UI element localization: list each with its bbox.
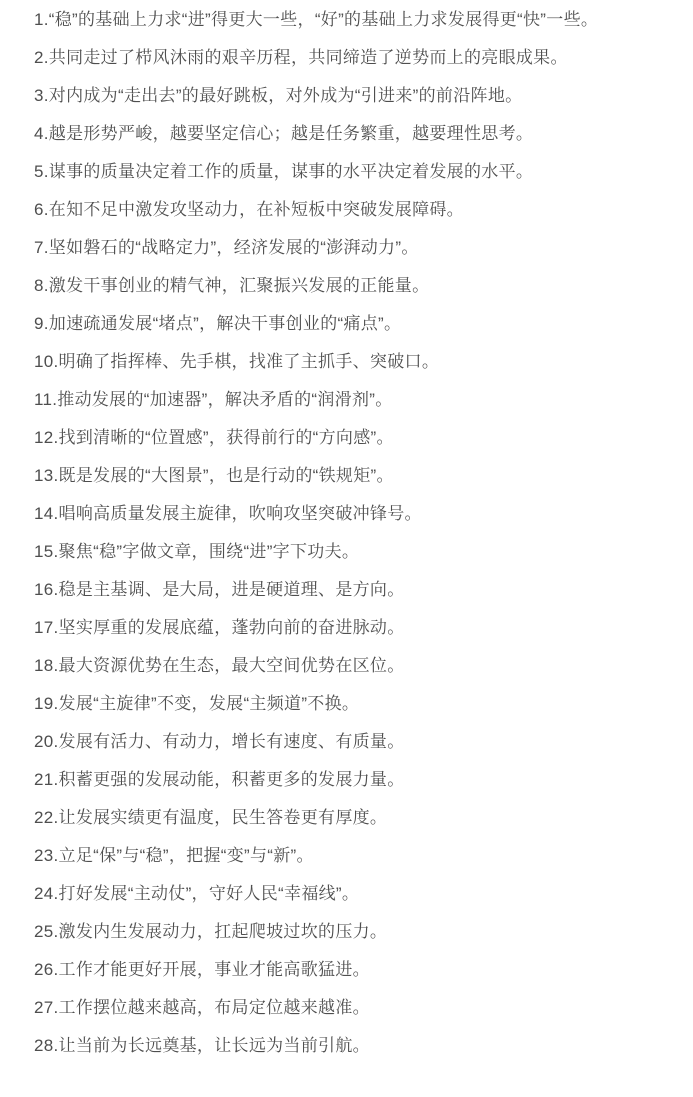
list-item: 15.聚焦“稳”字做文章，围绕“进”字下功夫。 xyxy=(34,542,360,561)
list-item: 23.立足“保”与“稳”，把握“变”与“新”。 xyxy=(34,846,314,865)
list-item: 18.最大资源优势在生态，最大空间优势在区位。 xyxy=(34,656,405,675)
list-item: 19.发展“主旋律”不变，发展“主频道”不换。 xyxy=(34,694,360,713)
list-item: 14.唱响高质量发展主旋律，吹响攻坚突破冲锋号。 xyxy=(34,504,422,523)
list-item: 3.对内成为“走出去”的最好跳板，对外成为“引进来”的前沿阵地。 xyxy=(34,86,523,105)
list-item: 25.激发内生发展动力，扛起爬坡过坎的压力。 xyxy=(34,922,388,941)
list-item: 9.加速疏通发展“堵点”，解决干事创业的“痛点”。 xyxy=(34,314,402,333)
list-item: 16.稳是主基调、是大局，进是硬道理、是方向。 xyxy=(34,580,405,599)
list-item: 12.找到清晰的“位置感”，获得前行的“方向感”。 xyxy=(34,428,394,447)
list-item: 7.坚如磐石的“战略定力”，经济发展的“澎湃动力”。 xyxy=(34,238,419,257)
list-item: 10.明确了指挥棒、先手棋，找准了主抓手、突破口。 xyxy=(34,352,440,371)
list-item: 22.让发展实绩更有温度，民生答卷更有厚度。 xyxy=(34,808,388,827)
list-item: 17.坚实厚重的发展底蕴，蓬勃向前的奋进脉动。 xyxy=(34,618,405,637)
list-item: 26.工作才能更好开展，事业才能高歌猛进。 xyxy=(34,960,370,979)
list-item: 1.“稳”的基础上力求“进”得更大一些，“好”的基础上力求发展得更“快”一些。 xyxy=(34,10,599,29)
list-item: 8.激发干事创业的精气神，汇聚振兴发展的正能量。 xyxy=(34,276,430,295)
list-item: 24.打好发展“主动仗”，守好人民“幸福线”。 xyxy=(34,884,360,903)
list-item: 20.发展有活力、有动力，增长有速度、有质量。 xyxy=(34,732,405,751)
list-item: 13.既是发展的“大图景”，也是行动的“铁规矩”。 xyxy=(34,466,394,485)
list-item: 5.谋事的质量决定着工作的质量，谋事的水平决定着发展的水平。 xyxy=(34,162,534,181)
list-item: 28.让当前为长远奠基，让长远为当前引航。 xyxy=(34,1036,370,1055)
list-item: 6.在知不足中激发攻坚动力，在补短板中突破发展障碍。 xyxy=(34,200,464,219)
list-item: 4.越是形势严峻，越要坚定信心；越是任务繁重，越要理性思考。 xyxy=(34,124,534,143)
list-item: 2.共同走过了栉风沐雨的艰辛历程，共同缔造了逆势而上的亮眼成果。 xyxy=(34,48,568,67)
list-item: 27.工作摆位越来越高，布局定位越来越准。 xyxy=(34,998,370,1017)
list-item: 11.推动发展的“加速器”，解决矛盾的“润滑剂”。 xyxy=(34,390,393,409)
list-item: 21.积蓄更强的发展动能，积蓄更多的发展力量。 xyxy=(34,770,405,789)
